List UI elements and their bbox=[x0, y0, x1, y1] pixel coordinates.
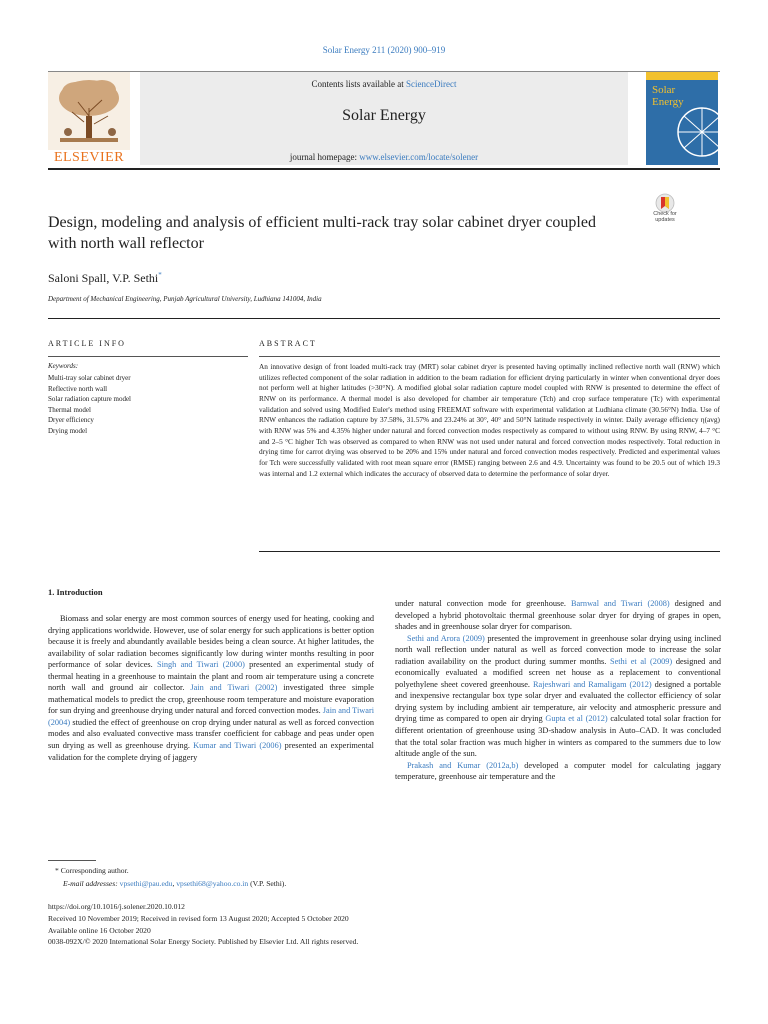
abstract-rule-top bbox=[259, 356, 720, 357]
publisher-name: ELSEVIER bbox=[53, 150, 125, 165]
email-label: E-mail addresses: bbox=[63, 879, 120, 888]
corresponding-author-mark[interactable]: * bbox=[158, 271, 162, 279]
online-date: Available online 16 October 2020 bbox=[48, 926, 151, 935]
homepage-link[interactable]: www.elsevier.com/locate/solener bbox=[359, 152, 479, 162]
article-info-label: ARTICLE INFO bbox=[48, 339, 126, 348]
title-rule bbox=[48, 318, 720, 319]
doi-link[interactable]: https://doi.org/10.1016/j.solener.2020.10.012 bbox=[48, 902, 185, 911]
body-paragraph: Biomass and solar energy are most common sources of energy used for heating, cooking and drying applications worldwide. However, use of solar energy for such applications is better option because it is freely and abundantly available besides being a clean source. At higher latitudes, the availability of solar radiation becomes significantly low during winter months resulting in poor performance of solar devices. Singh and Tiwari (2000) presented an experimental study of thermal heating in a greenhouse to maintain the plant and room air temperature using a concrete north wall and ground air collector. Jain and Tiwari (2002) investigated three simple mathematical models to predict the crop, greenhouse room temperature and moisture evaporation for sun drying and greenhouse drying under natural and forced convection modes. Jain and Tiwari (2004) studied the effect of greenhouse on crop drying under natural as well as forced convection modes and also evaluated convective mass transfer coefficient for cabbage and peas under open sun drying as well as greenhouse drying. Kumar and Tiwari (2006) presented an experimental validation for the complete drying of jaggery bbox=[48, 614, 375, 762]
header-bottom-rule bbox=[48, 168, 720, 170]
cover-title-line-2: Energy bbox=[652, 96, 684, 108]
contents-prefix: Contents lists available at bbox=[311, 79, 406, 89]
check-label-line-2: updates bbox=[655, 217, 675, 223]
body-paragraph: under natural convection mode for greenhouse. Barnwal and Tiwari (2008) designed and developed a hybrid photovoltaic thermal greenhouse solar dryer for drying of grapes in open, shades and in greenhouse solar dryer for comparison. bbox=[395, 599, 721, 632]
citation-link[interactable]: Sethi et al (2009) bbox=[609, 656, 673, 666]
citation-link[interactable]: Jain and Tiwari (2004) bbox=[48, 706, 375, 727]
contents-line bbox=[140, 79, 628, 89]
footnote-rule bbox=[48, 860, 96, 861]
keywords-list bbox=[48, 373, 131, 437]
citation-link[interactable]: Singh and Tiwari (2000) bbox=[156, 660, 245, 670]
keyword: Reflective north wall bbox=[48, 384, 108, 393]
journal-reference[interactable]: Solar Energy 211 (2020) 900–919 bbox=[322, 45, 446, 55]
received-dates: Received 10 November 2019; Received in revised form 13 August 2020; Accepted 5 October 2020 bbox=[48, 914, 349, 923]
citation-link[interactable]: Barnwal and Tiwari (2008) bbox=[570, 599, 670, 608]
section-heading-introduction: 1. Introduction bbox=[48, 587, 103, 597]
citation-link[interactable]: Jain and Tiwari (2002) bbox=[190, 683, 278, 693]
article-info-rule bbox=[48, 356, 248, 357]
journal-title[interactable]: Solar Energy bbox=[342, 107, 426, 124]
author-names: Saloni Spall, V.P. Sethi bbox=[48, 271, 159, 285]
keywords-heading: Keywords: bbox=[48, 362, 79, 370]
abstract-text: An innovative design of front loaded multi-rack tray (MRT) solar cabinet dryer is presented having optimally inclined reflective north wall (RNW) which utilizes reflected component of the solar radiation in addition to the beam radiation for efficient drying particularly in winter when conventional dryer does not perform well at higher latitudes (>30°N). A modified global solar radiation capture model coupled with RNW is presented to determine the effect of RNW on its performance. A thermal model is also developed for chamber air temperature (Tch) and crop surface temperature (Tc) with experimental validation and solved using Modified Euler's method using FREEMAT software with experimental validation at Ludhiana climate (30.56°N) India. Use of RNW enhances the radiation capture by 37.58%, 31.57% and 23.24% at 30°, 40° and 50°N latitude respectively in winter. Daily average efficiency η(avg) with RNW was 5% and 4.35% higher under natural and forced convection modes respectively as compared to without using RNW. By using RNW, 4–7 °C and 2–5 °C higher Tch was observed as compared to when RNW was not used under natural and forced convection modes respectively. Total reduction in drying time for carrot drying was observed to be 20% and 15% under natural and forced convection modes respectively. Predicted and experimental values for Tch were successfully validated with root mean square error (RMSE) ranging between 2.6 and 4.9. Uncertainty was found to be 20.5 out of which 19.3 was internal and 1.2 external which indicates the accuracy of observed data to determine the performance of solar dryer. bbox=[259, 362, 720, 478]
keyword: Dryer efficiency bbox=[48, 416, 94, 425]
paper-title: Design, modeling and analysis of efficient multi-rack tray solar cabinet dryer coupled with north wall reflector bbox=[48, 214, 596, 252]
abstract-label: ABSTRACT bbox=[259, 339, 317, 348]
cover-title-line-1: Solar bbox=[652, 84, 676, 96]
keyword: Thermal model bbox=[48, 405, 91, 414]
email-addresses: E-mail addresses: vpsethi@pau.edu, vpsethi68@yahoo.co.in (V.P. Sethi). bbox=[63, 879, 287, 888]
citation-link[interactable]: Kumar and Tiwari (2006) bbox=[193, 741, 282, 751]
cover-title bbox=[652, 84, 684, 108]
check-for-updates-label[interactable] bbox=[640, 211, 690, 223]
corresponding-author-note: * Corresponding author. bbox=[55, 866, 129, 875]
email-link[interactable]: vpsethi@pau.edu bbox=[119, 879, 173, 888]
affiliation: Department of Mechanical Engineering, Punjab Agricultural University, Ludhiana 141004, India bbox=[48, 295, 322, 303]
body-paragraph: Prakash and Kumar (2012a,b) developed a computer model for calculating jaggary temperature, greenhouse air temperature and the bbox=[395, 760, 721, 782]
body-paragraph: Sethi and Arora (2009) presented the improvement in greenhouse solar drying using inclined north wall reflection under natural as well as forced convection mode to increase the solar radiation availability on the product during summer months. Sethi et al (2009) designed and economically evaluated a modified screen net house as a replacement to conventional polyethylene sheet covered greenhouse. Rajeshwari and Ramaligam (2012) designed a portable and inexpensive rectangular box type solar dryer and evaluated the collector efficiency of solar drying system by including ambient air temperature, air velocity and atmospheric pressure and drying time as compared to open air drying Gupta et al (2012) calculated total solar fraction for different orientation of greenhouse using 3D-shadow analysis in Auto–CAD. It was concluded that the total solar fraction was much higher in winters as compared to the summers due to low altitude angle of the sun. bbox=[395, 633, 721, 759]
sciencedirect-link[interactable]: ScienceDirect bbox=[406, 79, 457, 89]
citation-link[interactable]: Rajeshwari and Ramaligam (2012) bbox=[533, 679, 652, 689]
abstract-rule-bottom bbox=[259, 551, 720, 552]
homepage-line bbox=[140, 152, 628, 162]
bookmark-icon bbox=[640, 193, 690, 213]
body-column-left bbox=[48, 613, 374, 763]
email-link[interactable]: vpsethi68@yahoo.co.in bbox=[176, 879, 249, 888]
keyword: Drying model bbox=[48, 426, 88, 435]
citation-link[interactable]: Gupta et al (2012) bbox=[545, 714, 608, 724]
keyword: Multi-tray solar cabinet dryer bbox=[48, 374, 131, 382]
authors bbox=[48, 271, 162, 286]
body-column-right bbox=[395, 598, 721, 783]
citation-link[interactable]: Sethi and Arora (2009) bbox=[407, 633, 485, 643]
homepage-prefix: journal homepage: bbox=[289, 152, 360, 162]
elsevier-tree-icon bbox=[48, 72, 130, 150]
keyword: Solar radiation capture model bbox=[48, 395, 131, 404]
citation-link[interactable]: Prakash and Kumar (2012a,b) bbox=[407, 760, 519, 770]
check-label-line-1: Check for bbox=[653, 211, 677, 217]
copyright-line: 0038-092X/© 2020 International Solar Energy Society. Published by Elsevier Ltd. All rights reserved. bbox=[48, 937, 359, 946]
